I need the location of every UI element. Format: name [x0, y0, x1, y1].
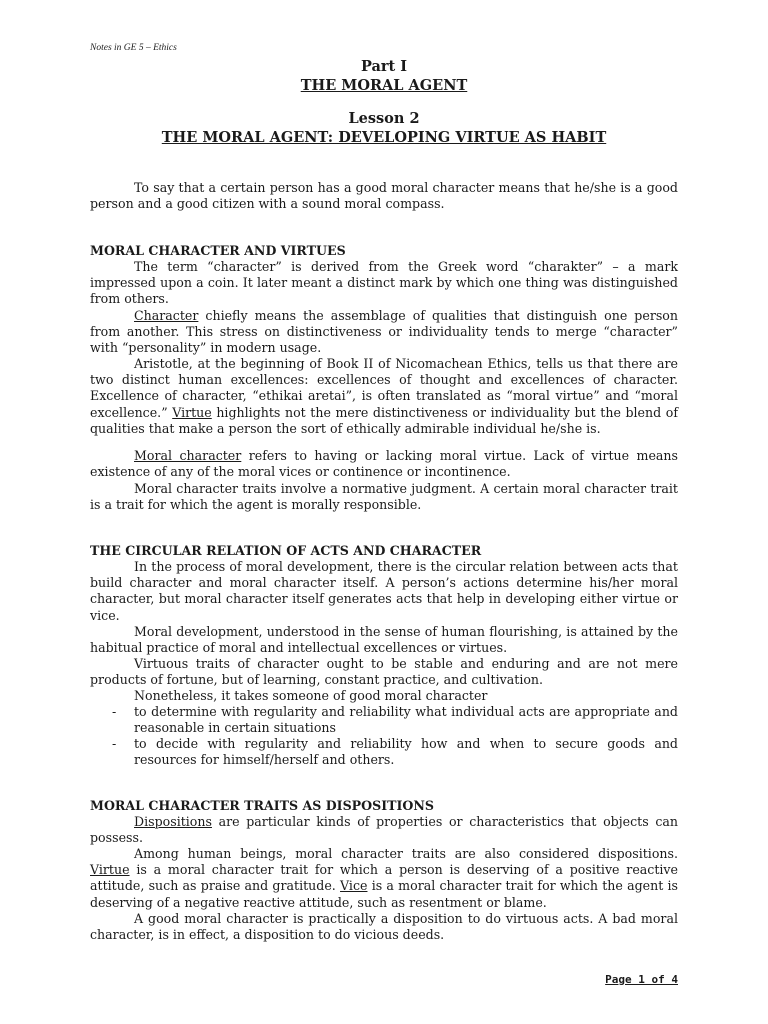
section-heading-dispositions: MORAL CHARACTER TRAITS AS DISPOSITIONS — [90, 798, 434, 813]
page-number: Page 1 of 4 — [605, 973, 678, 986]
part-title: THE MORAL AGENT — [300, 77, 468, 94]
term-moral-character: Moral character — [134, 448, 242, 463]
lesson-title: THE MORAL AGENT: DEVELOPING VIRTUE AS HABIT — [161, 129, 607, 146]
term-virtue: Virtue — [90, 862, 130, 878]
part-label: Part I — [360, 58, 408, 75]
paragraph: Aristotle, at the beginning of Book II of Nicomachean Ethics, tells us that there are two distinct human excellences: excellences of thought and excellences of character. Excellence of character, “ethikai aretai”, is often translated as “moral virtue” and “moral excellence.” Virtue highlights not the mere distinctiveness or individuality but the blend of qualities that make a person the sort of ethically admirable individual he/she is. — [90, 356, 678, 436]
intro-paragraph: To say that a certain person has a good moral character means that he/she is a good person and a good citizen with a sound moral compass. — [90, 180, 678, 212]
paragraph: Virtuous traits of character ought to be stable and enduring and are not mere products of fortune, but of learning, constant practice, and cultivation. — [90, 656, 678, 688]
paragraph: Nonetheless, it takes someone of good moral character — [134, 688, 488, 703]
paragraph: A good moral character is practically a disposition to do virtuous acts. A bad moral character, is in effect, a disposition to do vicious deeds. — [90, 911, 678, 943]
paragraph: Character chiefly means the assemblage of qualities that distinguish one person from another. This stress on distinctiveness or individuality tends to merge “character” with “personality” in modern usage. — [90, 308, 678, 356]
bullet-text: to decide with regularity and reliability how and when to secure goods and resources for himself/herself and others. — [134, 736, 678, 768]
dash-bullet-icon: - — [112, 704, 117, 719]
paragraph: Moral development, understood in the sense of human flourishing, is attained by the habitual practice of moral and intellectual excellences or virtues. — [90, 624, 678, 656]
paragraph: In the process of moral development, there is the circular relation between acts that build character and moral character itself. A person’s actions determine his/her moral character, but moral character itself generates acts that help in developing either virtue or vice. — [90, 559, 678, 623]
section-heading-moral-character: MORAL CHARACTER AND VIRTUES — [90, 243, 346, 258]
paragraph: Moral character refers to having or lacking moral virtue. Lack of virtue means existence of any of the moral vices or continence or incontinence. — [90, 448, 679, 480]
term-vice: Vice — [340, 878, 368, 894]
paragraph: Among human beings, moral character traits are also considered dispositions. Virtue is a moral character trait for which a person is deserving of a positive reactive attitude, such as praise and gratitude. Vice is a moral character trait for which the agent is deserving of a negative reactive attitude, such as resentment or blame. — [90, 846, 678, 910]
bullet-text: to determine with regularity and reliability what individual acts are appropriate and reasonable in certain situations — [134, 704, 678, 736]
section-heading-circular-relation: THE CIRCULAR RELATION OF ACTS AND CHARACTER — [90, 543, 482, 558]
paragraph: Moral character traits involve a normative judgment. A certain moral character trait is a trait for which the agent is morally responsible. — [90, 481, 678, 513]
dash-bullet-icon: - — [112, 736, 117, 751]
lesson-label: Lesson 2 — [348, 110, 420, 127]
term-virtue: Virtue — [172, 404, 212, 420]
term-character: Character — [134, 308, 199, 323]
paragraph: Dispositions are particular kinds of properties or characteristics that objects can possess. — [90, 814, 678, 846]
term-dispositions: Dispositions — [134, 814, 212, 829]
running-header: Notes in GE 5 – Ethics — [90, 43, 177, 53]
paragraph: The term “character” is derived from the Greek word “charakter” – a mark impressed upon a coin. It later meant a distinct mark by which one thing was distinguished from others. — [90, 259, 678, 307]
